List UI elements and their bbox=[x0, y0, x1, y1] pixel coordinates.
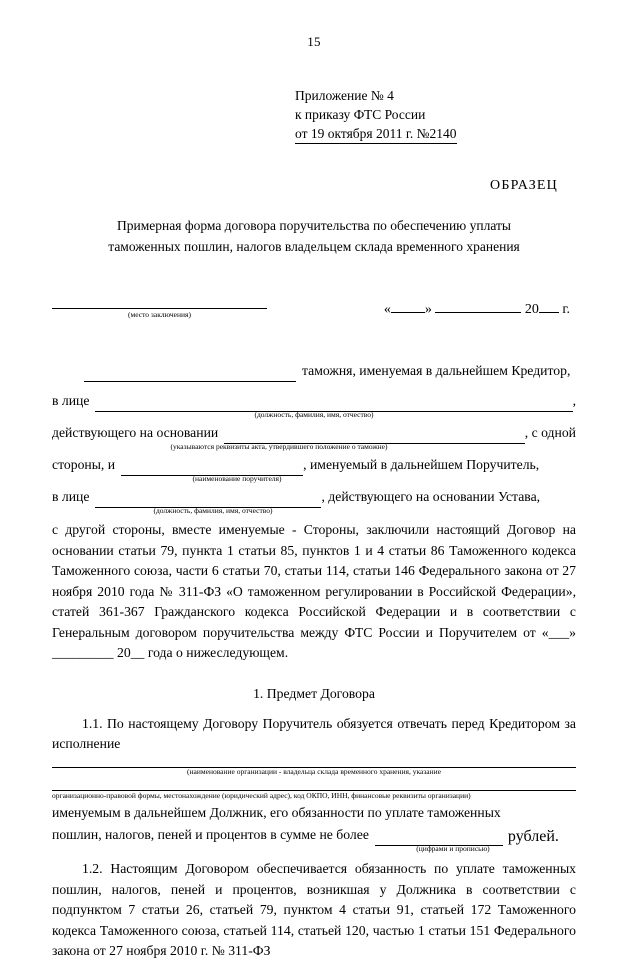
customs-name-blank[interactable] bbox=[84, 367, 296, 382]
amount-row bbox=[52, 825, 576, 853]
page-title-line-1: Примерная форма договора поручительства по обеспечению уплаты bbox=[117, 218, 511, 234]
representative-row: в лице , (должность, фамилия, имя, отчество) bbox=[52, 392, 576, 419]
guarantor-representative-lead: в лице bbox=[52, 489, 90, 505]
place-and-date-row bbox=[52, 295, 576, 319]
header-line-1: Приложение № 4 bbox=[295, 88, 394, 103]
place-blank-line[interactable] bbox=[52, 295, 267, 309]
clause-1-1-tail-3: рублей. bbox=[507, 827, 559, 845]
section-1-title: 1. Предмет Договора bbox=[253, 685, 375, 701]
date-year-blank[interactable] bbox=[539, 312, 559, 313]
guarantor-representative-tail: , действующего на основании Устава, bbox=[321, 489, 541, 505]
place-hint: (место заключения) bbox=[128, 309, 191, 319]
clause-1-1-tail-2: пошлин, налогов, пеней и процентов в сумме не более bbox=[52, 827, 369, 843]
representative-lead: в лице bbox=[52, 392, 90, 408]
date-day-blank[interactable] bbox=[391, 312, 425, 313]
place-of-conclusion-field[interactable] bbox=[52, 295, 267, 319]
page-number: 15 bbox=[307, 34, 321, 49]
sample-label: ОБРАЗЕЦ bbox=[490, 178, 558, 194]
clause-1-1-hint-2: организационно-правовой формы, местонахождение (юридический адрес), код ОКПО, ИНН, финансовые реквизиты организации) bbox=[52, 790, 471, 800]
preamble-main-paragraph: с другой стороны, вместе именуемые - Стороны, заключили настоящий Договор на основании статьи 79, пункта 1 статьи 85, пунктов 1 и 4 статьи 86 Таможенного кодекса Таможенного союза, части 6 статьи 70, статьи 114, статьи 146 Федерального закона от 27 ноября 2010 года № 311-ФЗ «О таможенном регулировании в Российской Федерации», статей 361-367 Гражданского кодекса Российской Федерации и в соответствии с Генеральным договором поручительства между ФТС России и Поручителем от «___» _________ 20__ года о нижеследующем. bbox=[52, 522, 576, 661]
date-open-quote: « bbox=[383, 301, 391, 317]
date-month-blank[interactable] bbox=[435, 312, 521, 313]
contract-preamble bbox=[52, 361, 576, 664]
acting-basis-tail: , с одной bbox=[524, 424, 576, 440]
page-title bbox=[52, 216, 576, 257]
header-line-2: к приказу ФТС России bbox=[295, 107, 426, 123]
customs-name-row bbox=[52, 361, 576, 382]
customs-name-tail: таможня, именуемая в дальнейшем Кредитор, bbox=[302, 362, 571, 378]
debtor-name-blank-2[interactable] bbox=[52, 778, 576, 791]
date-close-quote: » bbox=[424, 301, 432, 317]
clause-1-1-tail-1: именуемым в дальнейшем Должник, его обязанности по уплате таможенных bbox=[52, 804, 501, 820]
date-field[interactable] bbox=[384, 302, 576, 319]
guarantor-hint: (наименование поручителя) bbox=[192, 473, 282, 483]
date-year-suffix: г. bbox=[562, 301, 570, 317]
acting-basis-hint: (указываются реквизиты акта, утвердившего положение о таможне) bbox=[170, 441, 388, 451]
guarantor-representative-row bbox=[52, 487, 576, 515]
acting-basis-row bbox=[52, 423, 576, 451]
document-header bbox=[295, 86, 576, 144]
header-line-3: от 19 октября 2011 г. №2140 bbox=[295, 124, 457, 144]
guarantor-row bbox=[52, 455, 576, 483]
guarantor-lead: стороны, и bbox=[52, 456, 116, 472]
clause-1-2: 1.2. Настоящим Договором обеспечивается обязанность по уплате таможенных пошлин, налогов, пеней и процентов, возникшая у Должника в соответствии с подпунктом 7 статьи 26, статьей 79, пунктом 4 статьи 91, статьей 172 Таможенного кодекса Таможенного союза, статьей 114, статьей 120, частью 1 статьи 151 Федерального закона от 27 ноября 2010 г. № 311-ФЗ bbox=[52, 861, 576, 959]
clause-1-1-lead: 1.1. По настоящему Договору Поручитель обязуется отвечать перед Кредитором за исполнение bbox=[52, 715, 576, 752]
guarantor-tail: , именуемый в дальнейшем Поручитель, bbox=[303, 456, 540, 472]
clause-1-1-hint-1: (наименование организации - владельца склада временного хранения, указание bbox=[187, 767, 441, 777]
page-title-line-2: таможенных пошлин, налогов владельцем склада временного хранения bbox=[108, 238, 520, 254]
guarantor-representative-hint: (должность, фамилия, имя, отчество) bbox=[153, 505, 273, 515]
amount-hint: (цифрами и прописью) bbox=[416, 843, 490, 853]
acting-basis-lead: действующего на основании bbox=[52, 424, 219, 440]
representative-hint: (должность, фамилия, имя, отчество) bbox=[254, 409, 374, 419]
date-year-prefix: 20 bbox=[524, 301, 539, 317]
